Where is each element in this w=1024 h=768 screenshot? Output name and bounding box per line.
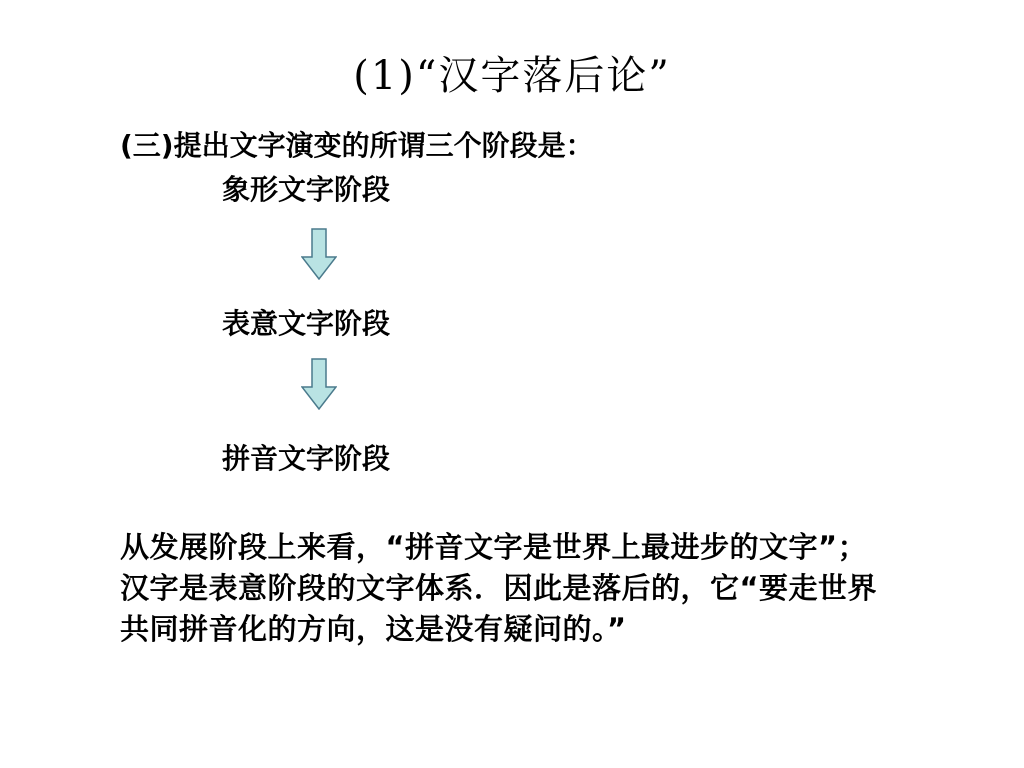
down-arrow-shape [302, 359, 336, 409]
stage-ideographic: 表意文字阶段 [222, 307, 391, 340]
down-arrow-shape [302, 229, 336, 279]
conclusion-paragraph: 从发展阶段上来看，“拼音文字是世界上最进步的文字”；汉字是表意阶段的文字体系．因此是落后的，它“要走世界共同拼音化的方向，这是没有疑问的。” [120, 530, 878, 646]
stage-pictographic: 象形文字阶段 [222, 173, 391, 206]
down-arrow-icon [301, 228, 337, 280]
down-arrow-icon [301, 358, 337, 410]
slide-title: (1)“汉字落后论” [353, 53, 671, 99]
intro-line: (三)提出文字演变的所谓三个阶段是： [120, 129, 594, 162]
stage-phonetic: 拼音文字阶段 [222, 442, 391, 475]
